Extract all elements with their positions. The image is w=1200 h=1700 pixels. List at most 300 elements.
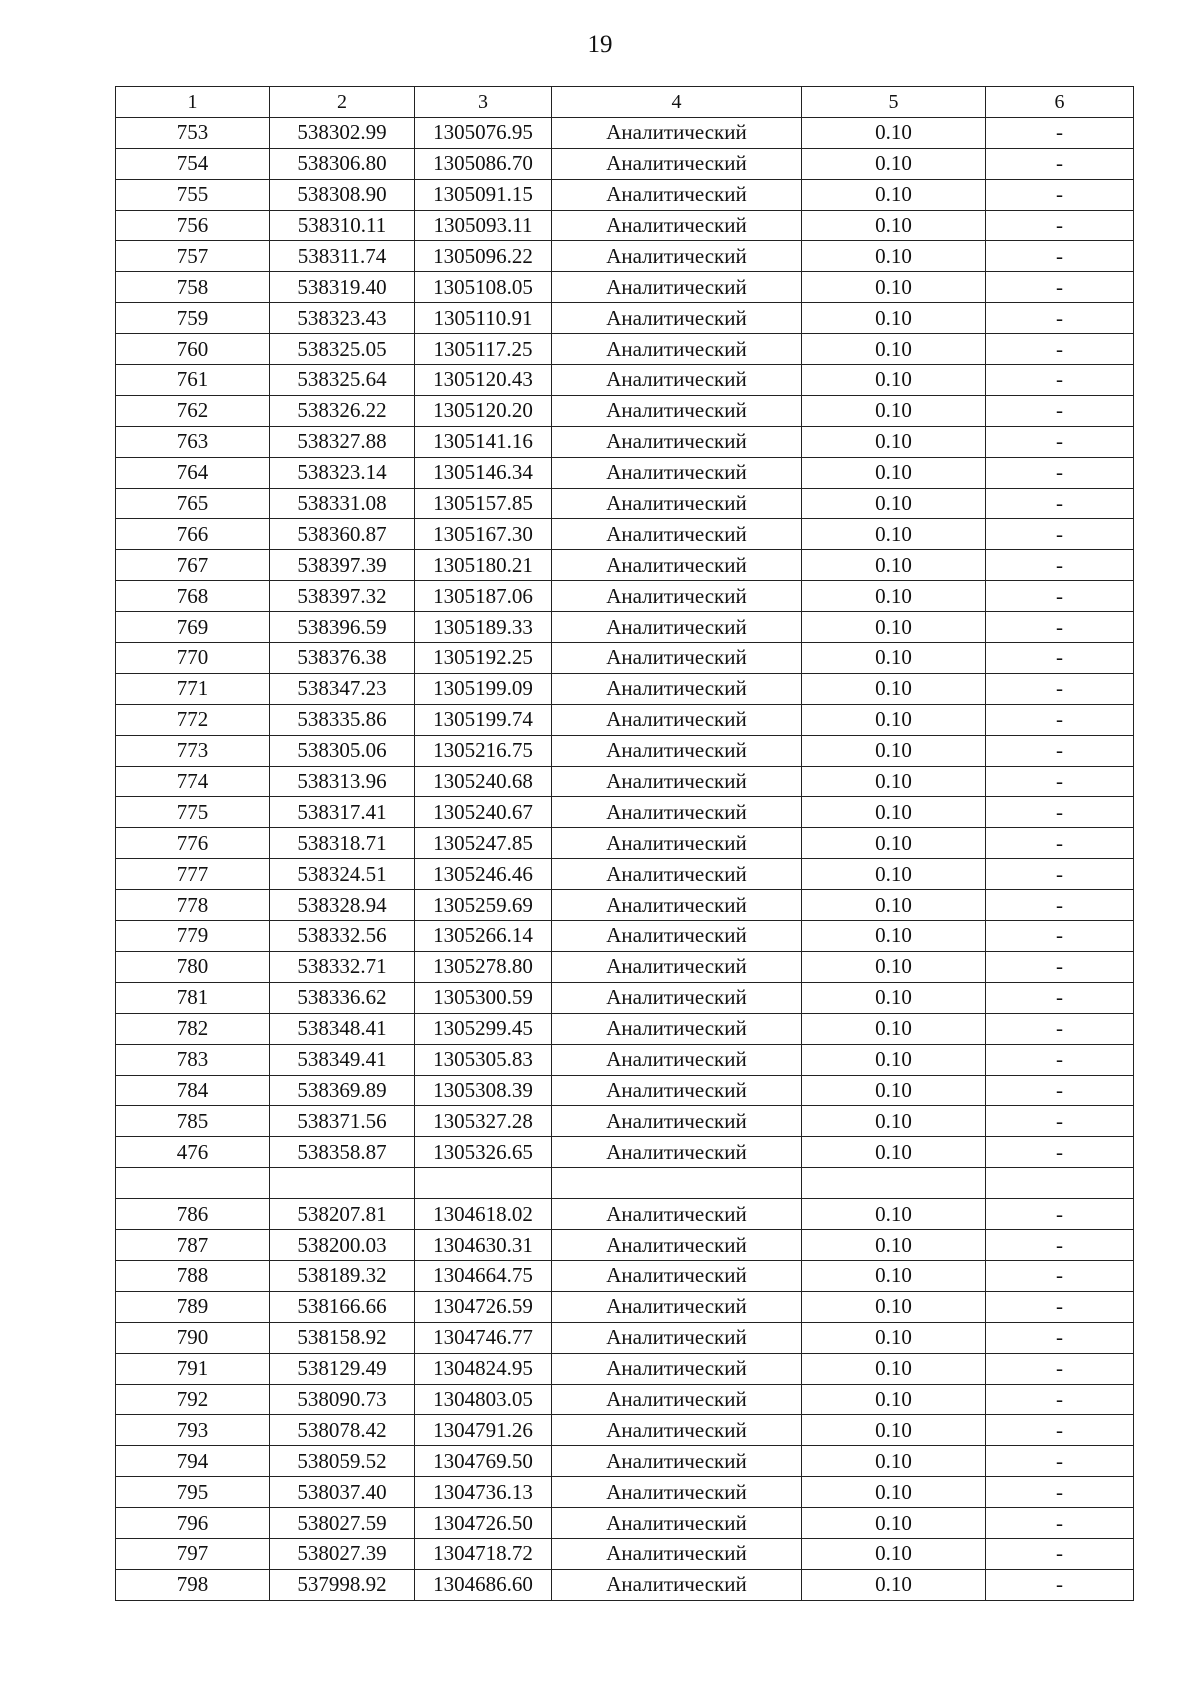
y-coordinate-cell: 1305110.91 [415,303,552,334]
method-cell: Аналитический [552,179,802,210]
x-coordinate-cell: 538027.39 [270,1538,415,1569]
method-cell [552,1168,802,1199]
y-coordinate-cell: 1305180.21 [415,550,552,581]
x-coordinate-cell: 538328.94 [270,890,415,921]
table-row [116,735,1134,766]
accuracy-cell: 0.10 [802,1260,986,1291]
method-cell: Аналитический [552,1044,802,1075]
table-row [116,1477,1134,1508]
x-coordinate-cell: 538396.59 [270,612,415,643]
x-coordinate-cell: 538376.38 [270,643,415,674]
point-number-cell: 753 [116,117,270,148]
point-number-cell: 762 [116,395,270,426]
point-number-cell: 766 [116,519,270,550]
x-coordinate-cell: 538305.06 [270,735,415,766]
note-cell: - [986,1199,1134,1230]
accuracy-cell: 0.10 [802,334,986,365]
x-coordinate-cell: 538332.56 [270,921,415,952]
note-cell: - [986,457,1134,488]
y-coordinate-cell: 1305108.05 [415,272,552,303]
y-coordinate-cell: 1305199.09 [415,673,552,704]
column-header: 6 [986,87,1134,118]
table-row [116,673,1134,704]
y-coordinate-cell: 1305216.75 [415,735,552,766]
y-coordinate-cell: 1305300.59 [415,982,552,1013]
accuracy-cell: 0.10 [802,1044,986,1075]
method-cell: Аналитический [552,148,802,179]
column-header: 5 [802,87,986,118]
accuracy-cell: 0.10 [802,766,986,797]
note-cell: - [986,1569,1134,1600]
x-coordinate-cell: 538397.32 [270,581,415,612]
x-coordinate-cell: 538207.81 [270,1199,415,1230]
table-row [116,643,1134,674]
point-number-cell: 786 [116,1199,270,1230]
note-cell: - [986,1384,1134,1415]
x-coordinate-cell [270,1168,415,1199]
method-cell: Аналитический [552,303,802,334]
method-cell: Аналитический [552,828,802,859]
y-coordinate-cell: 1305308.39 [415,1075,552,1106]
point-number-cell: 771 [116,673,270,704]
point-number-cell: 778 [116,890,270,921]
method-cell: Аналитический [552,426,802,457]
method-cell: Аналитический [552,1353,802,1384]
accuracy-cell: 0.10 [802,1106,986,1137]
x-coordinate-cell: 538336.62 [270,982,415,1013]
note-cell: - [986,550,1134,581]
accuracy-cell: 0.10 [802,395,986,426]
point-number-cell: 783 [116,1044,270,1075]
y-coordinate-cell: 1304726.59 [415,1291,552,1322]
x-coordinate-cell: 538331.08 [270,488,415,519]
method-cell: Аналитический [552,519,802,550]
x-coordinate-cell: 538027.59 [270,1508,415,1539]
table-row [116,426,1134,457]
y-coordinate-cell: 1304630.31 [415,1230,552,1261]
method-cell: Аналитический [552,1477,802,1508]
point-number-cell: 784 [116,1075,270,1106]
point-number-cell: 785 [116,1106,270,1137]
point-number-cell: 756 [116,210,270,241]
y-coordinate-cell: 1305157.85 [415,488,552,519]
accuracy-cell: 0.10 [802,1353,986,1384]
point-number-cell: 757 [116,241,270,272]
accuracy-cell: 0.10 [802,519,986,550]
method-cell: Аналитический [552,365,802,396]
x-coordinate-cell: 538323.43 [270,303,415,334]
x-coordinate-cell: 538324.51 [270,859,415,890]
point-number-cell: 787 [116,1230,270,1261]
method-cell: Аналитический [552,1415,802,1446]
x-coordinate-cell: 538369.89 [270,1075,415,1106]
method-cell: Аналитический [552,951,802,982]
y-coordinate-cell: 1304803.05 [415,1384,552,1415]
y-coordinate-cell: 1305093.11 [415,210,552,241]
x-coordinate-cell: 538332.71 [270,951,415,982]
x-coordinate-cell: 538078.42 [270,1415,415,1446]
table-row [116,272,1134,303]
y-coordinate-cell [415,1168,552,1199]
point-number-cell: 769 [116,612,270,643]
method-cell: Аналитический [552,1569,802,1600]
point-number-cell: 798 [116,1569,270,1600]
point-number-cell: 781 [116,982,270,1013]
method-cell: Аналитический [552,1075,802,1106]
table-row [116,519,1134,550]
accuracy-cell: 0.10 [802,859,986,890]
note-cell: - [986,1415,1134,1446]
point-number-cell: 782 [116,1013,270,1044]
point-number-cell: 754 [116,148,270,179]
accuracy-cell: 0.10 [802,1569,986,1600]
x-coordinate-cell: 538166.66 [270,1291,415,1322]
y-coordinate-cell: 1305240.68 [415,766,552,797]
table-row [116,1508,1134,1539]
page-number: 19 [587,31,613,58]
method-cell: Аналитический [552,334,802,365]
accuracy-cell: 0.10 [802,704,986,735]
note-cell: - [986,395,1134,426]
y-coordinate-cell: 1305240.67 [415,797,552,828]
x-coordinate-cell: 537998.92 [270,1569,415,1600]
accuracy-cell: 0.10 [802,797,986,828]
table-header-row [116,87,1134,118]
x-coordinate-cell: 538308.90 [270,179,415,210]
column-header: 2 [270,87,415,118]
table-row [116,1260,1134,1291]
table-row [116,1106,1134,1137]
note-cell: - [986,797,1134,828]
table-row [116,1446,1134,1477]
accuracy-cell: 0.10 [802,1075,986,1106]
x-coordinate-cell: 538200.03 [270,1230,415,1261]
table-row [116,1230,1134,1261]
table-row [116,797,1134,828]
method-cell: Аналитический [552,457,802,488]
y-coordinate-cell: 1305326.65 [415,1137,552,1168]
method-cell: Аналитический [552,581,802,612]
point-number-cell: 789 [116,1291,270,1322]
point-number-cell: 794 [116,1446,270,1477]
method-cell: Аналитический [552,1538,802,1569]
table-row [116,581,1134,612]
accuracy-cell: 0.10 [802,210,986,241]
note-cell: - [986,1044,1134,1075]
point-number-cell: 773 [116,735,270,766]
method-cell: Аналитический [552,1013,802,1044]
table-row [116,457,1134,488]
method-cell: Аналитический [552,488,802,519]
column-header: 4 [552,87,802,118]
table-row [116,1538,1134,1569]
note-cell: - [986,1291,1134,1322]
accuracy-cell: 0.10 [802,890,986,921]
x-coordinate-cell: 538311.74 [270,241,415,272]
y-coordinate-cell: 1305305.83 [415,1044,552,1075]
table-row [116,1322,1134,1353]
point-number-cell: 797 [116,1538,270,1569]
point-number-cell: 775 [116,797,270,828]
accuracy-cell: 0.10 [802,951,986,982]
point-number-cell: 767 [116,550,270,581]
table-separator-row [116,1168,1134,1199]
table-row [116,148,1134,179]
method-cell: Аналитический [552,982,802,1013]
method-cell: Аналитический [552,395,802,426]
method-cell: Аналитический [552,643,802,674]
note-cell: - [986,1353,1134,1384]
x-coordinate-cell: 538317.41 [270,797,415,828]
y-coordinate-cell: 1305091.15 [415,179,552,210]
table-row [116,1137,1134,1168]
point-number-cell: 755 [116,179,270,210]
note-cell: - [986,148,1134,179]
table-row [116,179,1134,210]
x-coordinate-cell: 538335.86 [270,704,415,735]
y-coordinate-cell: 1305259.69 [415,890,552,921]
y-coordinate-cell: 1304791.26 [415,1415,552,1446]
y-coordinate-cell: 1305187.06 [415,581,552,612]
accuracy-cell: 0.10 [802,1322,986,1353]
note-cell: - [986,1322,1134,1353]
point-number-cell: 768 [116,581,270,612]
method-cell: Аналитический [552,673,802,704]
method-cell: Аналитический [552,1291,802,1322]
y-coordinate-cell: 1304718.72 [415,1538,552,1569]
note-cell: - [986,982,1134,1013]
x-coordinate-cell: 538358.87 [270,1137,415,1168]
y-coordinate-cell: 1305327.28 [415,1106,552,1137]
accuracy-cell: 0.10 [802,828,986,859]
y-coordinate-cell: 1304769.50 [415,1446,552,1477]
method-cell: Аналитический [552,1199,802,1230]
y-coordinate-cell: 1305192.25 [415,643,552,674]
note-cell: - [986,1075,1134,1106]
y-coordinate-cell: 1305120.20 [415,395,552,426]
x-coordinate-cell: 538326.22 [270,395,415,426]
table-row [116,951,1134,982]
x-coordinate-cell: 538037.40 [270,1477,415,1508]
table-row [116,1044,1134,1075]
y-coordinate-cell: 1305278.80 [415,951,552,982]
accuracy-cell: 0.10 [802,1230,986,1261]
table-row [116,395,1134,426]
note-cell: - [986,179,1134,210]
table-row [116,365,1134,396]
point-number-cell [116,1168,270,1199]
point-number-cell: 792 [116,1384,270,1415]
y-coordinate-cell: 1304726.50 [415,1508,552,1539]
x-coordinate-cell: 538371.56 [270,1106,415,1137]
column-header: 1 [116,87,270,118]
point-number-cell: 780 [116,951,270,982]
y-coordinate-cell: 1305120.43 [415,365,552,396]
accuracy-cell: 0.10 [802,241,986,272]
table-row [116,1291,1134,1322]
y-coordinate-cell: 1305189.33 [415,612,552,643]
x-coordinate-cell: 538348.41 [270,1013,415,1044]
accuracy-cell: 0.10 [802,457,986,488]
y-coordinate-cell: 1305096.22 [415,241,552,272]
y-coordinate-cell: 1304618.02 [415,1199,552,1230]
accuracy-cell [802,1168,986,1199]
table-row [116,890,1134,921]
method-cell: Аналитический [552,704,802,735]
method-cell: Аналитический [552,859,802,890]
y-coordinate-cell: 1305141.16 [415,426,552,457]
note-cell: - [986,117,1134,148]
note-cell: - [986,303,1134,334]
point-number-cell: 777 [116,859,270,890]
table-row [116,117,1134,148]
table-body [116,117,1134,1600]
x-coordinate-cell: 538310.11 [270,210,415,241]
accuracy-cell: 0.10 [802,179,986,210]
method-cell: Аналитический [552,272,802,303]
point-number-cell: 772 [116,704,270,735]
table-row [116,766,1134,797]
point-number-cell: 760 [116,334,270,365]
table-row [116,1353,1134,1384]
y-coordinate-cell: 1304664.75 [415,1260,552,1291]
table-row [116,859,1134,890]
table-row [116,828,1134,859]
table-row [116,982,1134,1013]
point-number-cell: 790 [116,1322,270,1353]
accuracy-cell: 0.10 [802,550,986,581]
y-coordinate-cell: 1305247.85 [415,828,552,859]
note-cell: - [986,1538,1134,1569]
note-cell: - [986,766,1134,797]
note-cell: - [986,241,1134,272]
table-row [116,612,1134,643]
accuracy-cell: 0.10 [802,1384,986,1415]
accuracy-cell: 0.10 [802,643,986,674]
x-coordinate-cell: 538302.99 [270,117,415,148]
note-cell: - [986,1260,1134,1291]
accuracy-cell: 0.10 [802,612,986,643]
y-coordinate-cell: 1305117.25 [415,334,552,365]
note-cell: - [986,951,1134,982]
y-coordinate-cell: 1305086.70 [415,148,552,179]
point-number-cell: 776 [116,828,270,859]
accuracy-cell: 0.10 [802,581,986,612]
note-cell: - [986,859,1134,890]
accuracy-cell: 0.10 [802,1508,986,1539]
x-coordinate-cell: 538313.96 [270,766,415,797]
method-cell: Аналитический [552,241,802,272]
accuracy-cell: 0.10 [802,1415,986,1446]
point-number-cell: 761 [116,365,270,396]
accuracy-cell: 0.10 [802,1538,986,1569]
table-row [116,1013,1134,1044]
note-cell: - [986,488,1134,519]
method-cell: Аналитический [552,612,802,643]
x-coordinate-cell: 538397.39 [270,550,415,581]
note-cell [986,1168,1134,1199]
x-coordinate-cell: 538327.88 [270,426,415,457]
y-coordinate-cell: 1305167.30 [415,519,552,550]
method-cell: Аналитический [552,766,802,797]
x-coordinate-cell: 538059.52 [270,1446,415,1477]
note-cell: - [986,890,1134,921]
note-cell: - [986,643,1134,674]
note-cell: - [986,334,1134,365]
accuracy-cell: 0.10 [802,1477,986,1508]
table-row [116,704,1134,735]
point-number-cell: 795 [116,1477,270,1508]
y-coordinate-cell: 1305199.74 [415,704,552,735]
method-cell: Аналитический [552,1230,802,1261]
note-cell: - [986,365,1134,396]
method-cell: Аналитический [552,1446,802,1477]
y-coordinate-cell: 1304686.60 [415,1569,552,1600]
method-cell: Аналитический [552,1384,802,1415]
note-cell: - [986,1446,1134,1477]
y-coordinate-cell: 1305146.34 [415,457,552,488]
table-row [116,241,1134,272]
note-cell: - [986,581,1134,612]
method-cell: Аналитический [552,1260,802,1291]
y-coordinate-cell: 1304824.95 [415,1353,552,1384]
point-number-cell: 764 [116,457,270,488]
table-row [116,210,1134,241]
method-cell: Аналитический [552,890,802,921]
point-number-cell: 791 [116,1353,270,1384]
point-number-cell: 770 [116,643,270,674]
accuracy-cell: 0.10 [802,426,986,457]
note-cell: - [986,921,1134,952]
x-coordinate-cell: 538325.64 [270,365,415,396]
column-header: 3 [415,87,552,118]
accuracy-cell: 0.10 [802,272,986,303]
note-cell: - [986,735,1134,766]
method-cell: Аналитический [552,1508,802,1539]
note-cell: - [986,1013,1134,1044]
note-cell: - [986,1106,1134,1137]
method-cell: Аналитический [552,550,802,581]
table-row [116,488,1134,519]
point-number-cell: 793 [116,1415,270,1446]
x-coordinate-cell: 538129.49 [270,1353,415,1384]
x-coordinate-cell: 538306.80 [270,148,415,179]
note-cell: - [986,210,1134,241]
y-coordinate-cell: 1305266.14 [415,921,552,952]
note-cell: - [986,272,1134,303]
accuracy-cell: 0.10 [802,1291,986,1322]
accuracy-cell: 0.10 [802,735,986,766]
accuracy-cell: 0.10 [802,117,986,148]
accuracy-cell: 0.10 [802,303,986,334]
accuracy-cell: 0.10 [802,488,986,519]
accuracy-cell: 0.10 [802,673,986,704]
x-coordinate-cell: 538090.73 [270,1384,415,1415]
x-coordinate-cell: 538318.71 [270,828,415,859]
note-cell: - [986,1137,1134,1168]
table-row [116,1075,1134,1106]
accuracy-cell: 0.10 [802,982,986,1013]
accuracy-cell: 0.10 [802,1446,986,1477]
coordinates-table [115,86,1134,1601]
y-coordinate-cell: 1304746.77 [415,1322,552,1353]
note-cell: - [986,828,1134,859]
table-row [116,1384,1134,1415]
point-number-cell: 763 [116,426,270,457]
note-cell: - [986,1230,1134,1261]
table-row [116,550,1134,581]
note-cell: - [986,426,1134,457]
